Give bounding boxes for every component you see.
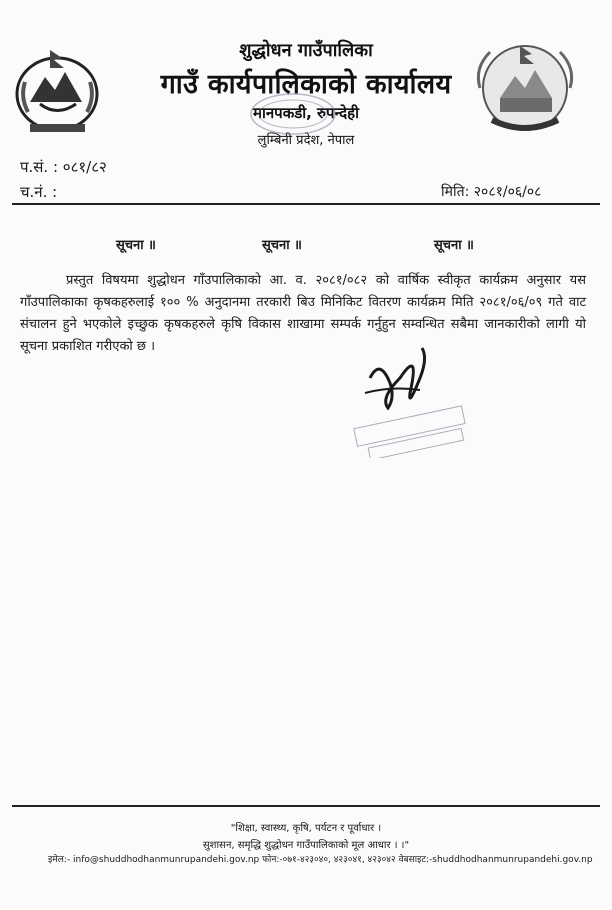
office-title: गाउँ कार्यपालिकाको कार्यालय xyxy=(160,69,452,100)
nepal-emblem-icon xyxy=(10,42,105,142)
letter-number: प.सं. : ०८१/८२ xyxy=(20,158,107,176)
signature-icon xyxy=(350,338,480,458)
footer-slogan-1: "शिक्षा, स्वास्थ्य, कृषि, पर्यटन र पूर्वाधार । xyxy=(230,823,382,834)
footer-contact: इमेल:- info@shuddhodhanmunrupandehi.gov.np फोन:-०७१-४२३०४०, ४२३०४१, ४२३०४२ वेबसाइट:-shuddhodhanmunrupandehi.gov.np xyxy=(48,855,593,865)
office-province: लुम्बिनी प्रदेश, नेपाल xyxy=(257,133,355,148)
notice-heading: सूचना ॥ xyxy=(434,238,474,253)
notice-heading: सूचना ॥ xyxy=(116,238,156,253)
header-divider xyxy=(12,203,600,205)
municipality-name: शुद्धोधन गाउँपालिका xyxy=(239,40,373,61)
notice-heading: सूचना ॥ xyxy=(262,238,302,253)
notice-body: प्रस्तुत विषयमा शुद्धोधन गाँउपालिकाको आ. व. २०८१/०८२ को वार्षिक स्वीकृत कार्यक्रम अनुसार यस गाँउपालिकाका कृषकहरुलाई १०० % अनुदानमा तरकारी बिउ मिनिकिट वितरण कार्यक्रम मिति २०८१/०६/०९ गते वाट संचालन हुने भएकोले इच्छुक कृषकहरुले कृषि विकास शाखामा सम्पर्क गर्नुहुन सम्वन्धित सबैमा जानकारीको लागी यो सूचना प्रकाशित गरीएको छ । xyxy=(20,273,586,354)
office-stamp-icon xyxy=(248,90,338,138)
letter-date: मिति: २०८१/०६/०८ xyxy=(441,184,542,200)
footer-divider xyxy=(12,805,600,807)
office-address: मानपकडी, रुपन्देही xyxy=(253,104,359,122)
footer-slogan-2: सुशासन, समृद्धि शुद्धोधन गाउँपालिकाको मूल आधार । ।" xyxy=(202,840,410,851)
dispatch-number: च.नं. : xyxy=(20,183,58,201)
